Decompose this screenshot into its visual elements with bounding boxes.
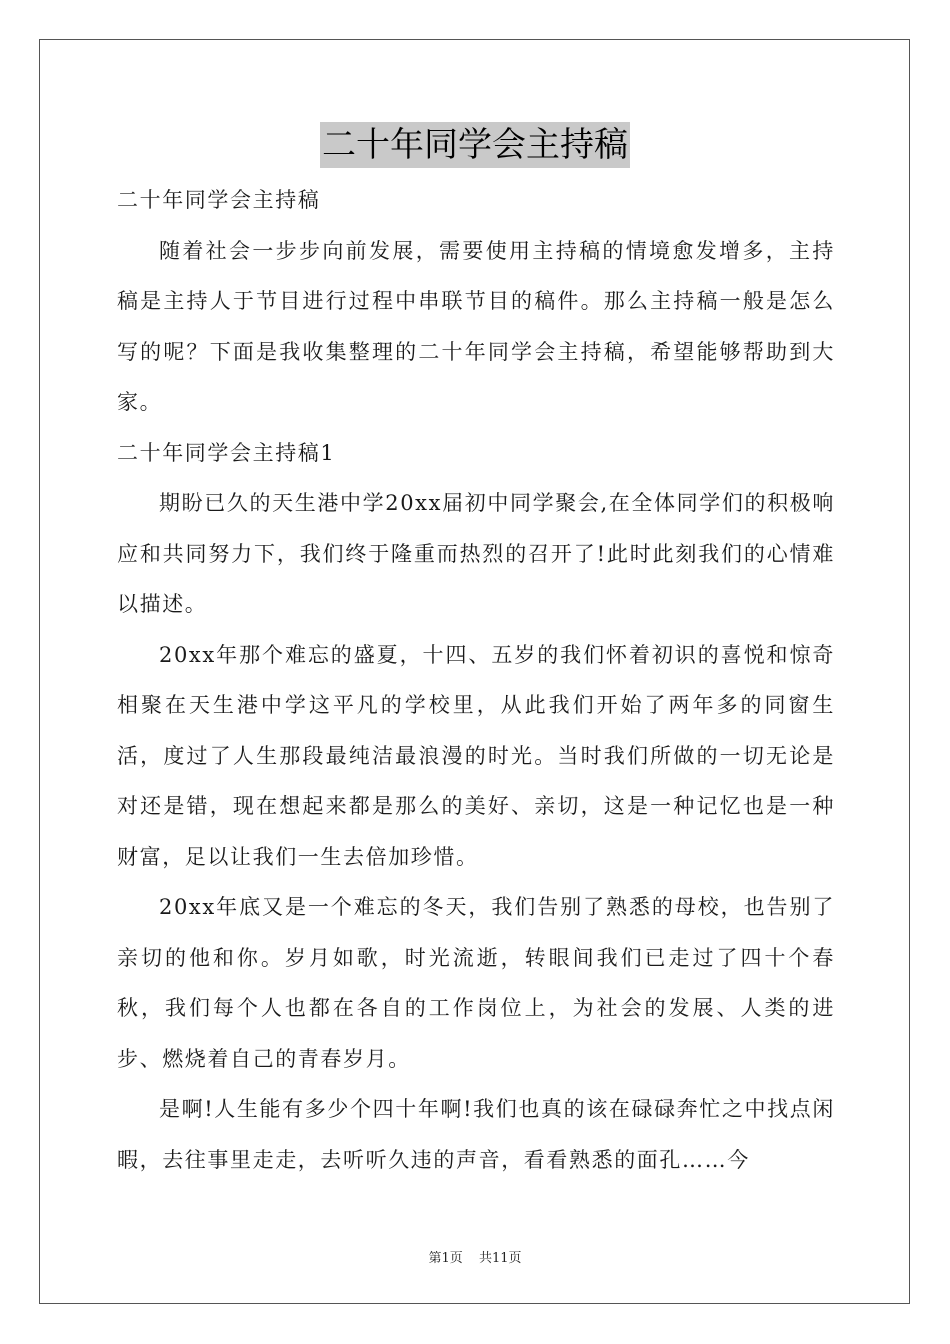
page-footer xyxy=(0,1247,950,1266)
body-paragraph: 是啊!人生能有多少个四十年啊!我们也真的该在碌碌奔忙之中找点闲暇，去往事里走走，去听听久违的声音，看看熟悉的面孔……今 xyxy=(117,1097,835,1172)
section-heading: 二十年同学会主持稿1 xyxy=(117,440,336,465)
title-wrap xyxy=(0,122,950,168)
subtitle-paragraph: 二十年同学会主持稿 xyxy=(117,188,321,212)
document-body xyxy=(117,175,835,1185)
page-total: 共11页 xyxy=(478,1251,522,1266)
body-paragraph: 20xx年底又是一个难忘的冬天，我们告别了熟悉的母校，也告别了亲切的他和你。岁月如歌，时光流逝，转眼间我们已走过了四十个春秋，我们每个人也都在各自的工作岗位上，为社会的发展、人类的进步、燃烧着自己的青春岁月。 xyxy=(117,895,835,1071)
intro-paragraph: 随着社会一步步向前发展，需要使用主持稿的情境愈发增多，主持稿是主持人于节目进行过程中串联节目的稿件。那么主持稿一般是怎么写的呢？下面是我收集整理的二十年同学会主持稿，希望能够帮助到大家。 xyxy=(117,238,835,414)
body-paragraph: 期盼已久的天生港中学20xx届初中同学聚会,在全体同学们的积极响应和共同努力下，我们终于隆重而热烈的召开了!此时此刻我们的心情难以描述。 xyxy=(117,491,835,616)
document-title: 二十年同学会主持稿 xyxy=(320,122,630,168)
page-number: 第1页 xyxy=(428,1251,463,1266)
body-paragraph: 20xx年那个难忘的盛夏，十四、五岁的我们怀着初识的喜悦和惊奇相聚在天生港中学这平凡的学校里，从此我们开始了两年多的同窗生活，度过了人生那段最纯洁最浪漫的时光。当时我们所做的一切无论是对还是错，现在想起来都是那么的美好、亲切，这是一种记忆也是一种财富，足以让我们一生去倍加珍惜。 xyxy=(117,642,835,869)
